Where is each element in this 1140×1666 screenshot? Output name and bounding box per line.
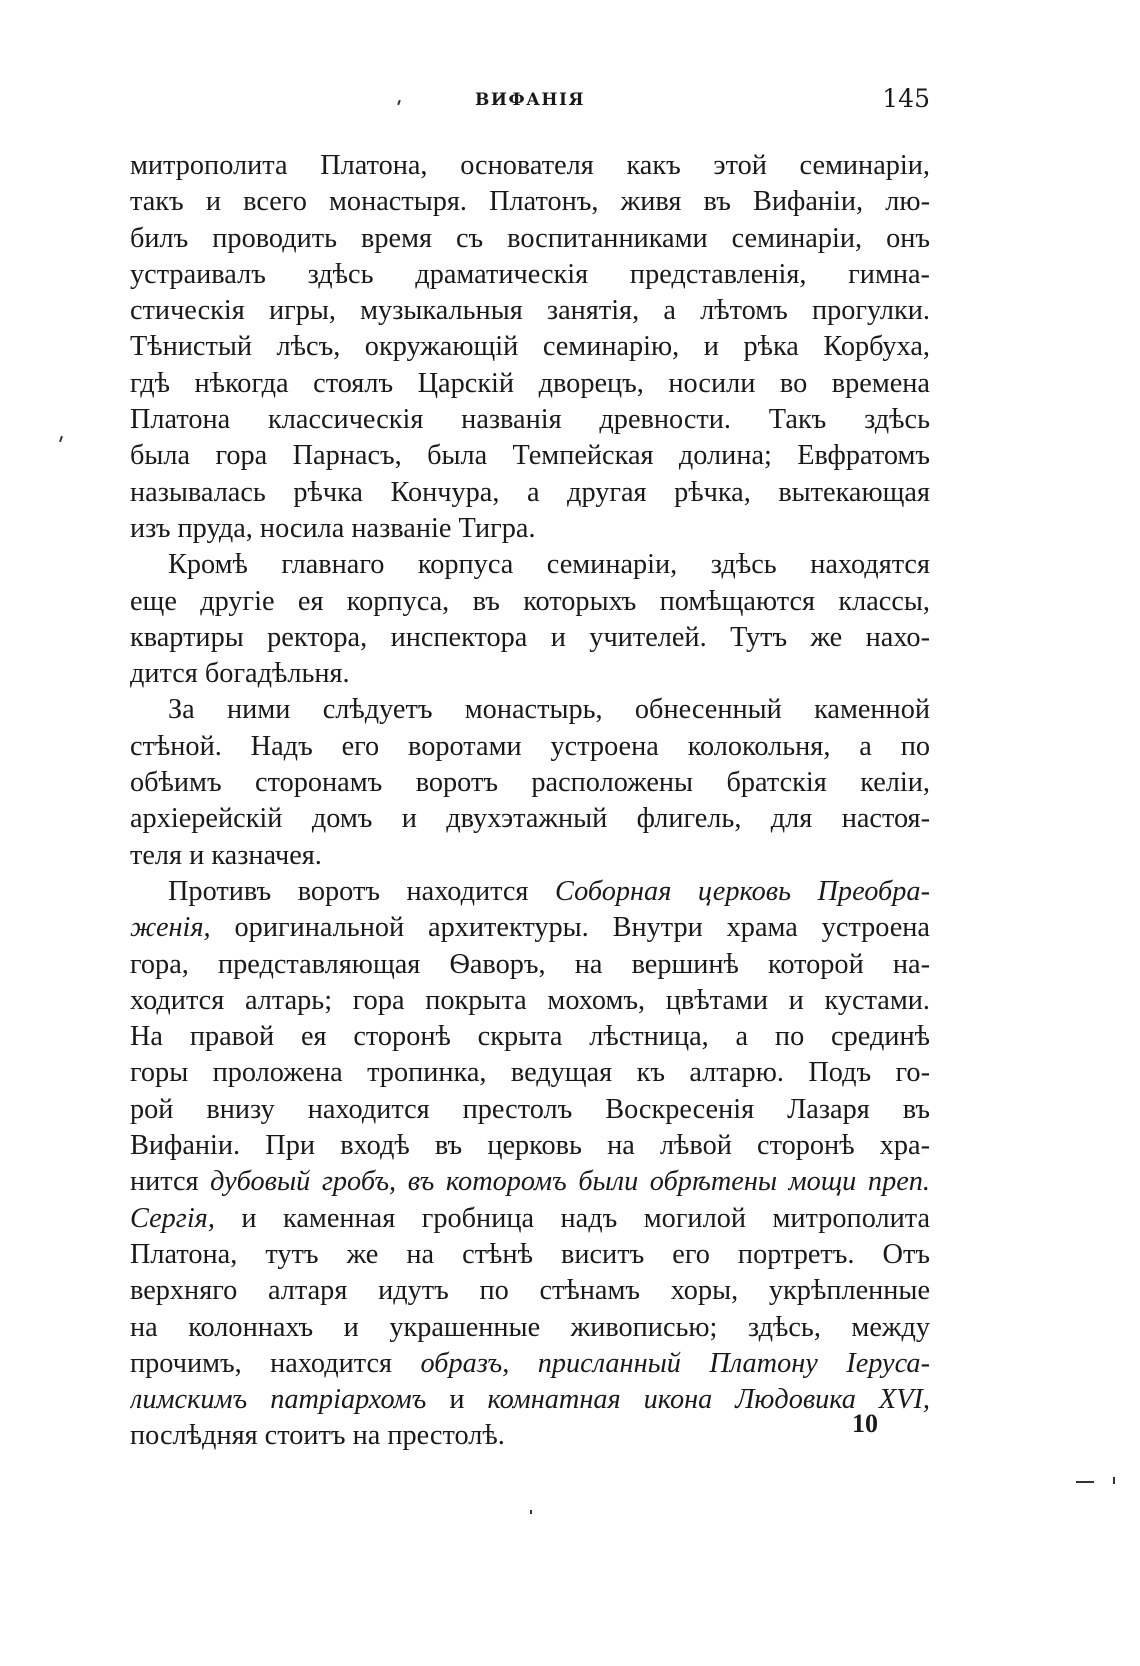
- text-line: на колоннахъ и украшенные живописью; здѣсь, между: [130, 1311, 930, 1343]
- text-line: гора, представляющая Ѳаворъ, на вершинѣ которой на-: [130, 948, 930, 980]
- italic-run: дубовый гробъ, въ которомъ были обрѣтены мощи преп.: [210, 1166, 930, 1198]
- print-speck: [1076, 1481, 1094, 1483]
- body-text: [130, 148, 930, 1455]
- text-line: билъ проводить время съ воспитанниками семинаріи, онъ: [130, 222, 930, 254]
- print-speck: [1113, 1477, 1115, 1484]
- text-line: ходится алтарь; гора покрыта мохомъ, цвѣтами и кустами.: [130, 984, 930, 1016]
- text-line: изъ пруда, носила названіе Тигра.: [130, 512, 536, 544]
- text-run: оригинальной архитектуры. Внутри храма устроена: [210, 912, 930, 944]
- text-line: Вифаніи. При входѣ въ церковь на лѣвой сторонѣ хра-: [130, 1130, 930, 1162]
- text-line: На правой ея сторонѣ скрыта лѣстница, а по срединѣ: [130, 1021, 930, 1053]
- italic-run: женія,: [130, 912, 211, 944]
- italic-run: комнатная икона Людовика XVI,: [487, 1384, 930, 1416]
- italic-run: Соборная церковь Преобра-: [555, 875, 930, 907]
- text-line: Кромѣ главнаго корпуса семинаріи, здѣсь находятся: [168, 549, 930, 581]
- text-line: верхняго алтаря идутъ по стѣнамъ хоры, укрѣпленные: [130, 1275, 930, 1307]
- page-number: 145: [882, 84, 930, 113]
- text-line: квартиры ректора, инспектора и учителей. Тутъ же нахо-: [130, 621, 930, 653]
- text-line: [130, 910, 930, 946]
- italic-run: лимскимъ патріархомъ: [130, 1384, 427, 1416]
- text-line: митрополита Платона, основателя какъ этой семинаріи,: [130, 150, 930, 181]
- text-line: устраивалъ здѣсь драматическія представленія, гимна-: [130, 258, 930, 290]
- print-speck: [59, 436, 63, 442]
- text-line: гдѣ нѣкогда стоялъ Царскій дворецъ, носили во времена: [130, 367, 930, 399]
- text-line: За ними слѣдуетъ монастырь, обнесенный каменной: [168, 694, 930, 726]
- text-line: Платона классическія названія древности. Такъ здѣсь: [130, 404, 930, 436]
- text-line: [130, 1164, 930, 1200]
- running-title: ВИФАНІЯ: [475, 90, 585, 110]
- text-line: стѣной. Надъ его воротами устроена колокольня, а по: [130, 730, 930, 762]
- text-line: дится богадѣльня.: [130, 658, 350, 690]
- text-line: [130, 1382, 930, 1418]
- text-line: еще другіе ея корпуса, въ которыхъ помѣщаются классы,: [130, 585, 930, 617]
- text-line: архіерейскій домъ и двухэтажный флигель, для настоя-: [130, 803, 930, 835]
- text-line: стическія игры, музыкальныя занятія, а лѣтомъ прогулки.: [130, 295, 930, 327]
- text-run: и каменная гробница надъ могилой митрополита: [214, 1202, 930, 1234]
- text-line: [130, 874, 930, 910]
- italic-run: образъ, присланный Платону Іеруса-: [420, 1347, 930, 1379]
- text-line: такъ и всего монастыря. Платонъ, живя въ Вифаніи, лю-: [130, 186, 930, 218]
- print-speck: [530, 1510, 532, 1514]
- page-header: [130, 84, 930, 120]
- text-line: Платона, тутъ же на стѣнѣ виситъ его портретъ. Отъ: [130, 1238, 930, 1270]
- text-run: Противъ воротъ находится: [168, 875, 556, 907]
- italic-run: Сергія,: [130, 1202, 215, 1234]
- text-line: горы проложена тропинка, ведущая къ алтарю. Подъ го-: [130, 1057, 930, 1089]
- text-run: нится: [130, 1166, 211, 1198]
- text-line: теля и казначея.: [130, 839, 322, 871]
- text-line: послѣдняя стоитъ на престолѣ.: [130, 1420, 505, 1452]
- text-line: [130, 1201, 930, 1237]
- text-run: прочимъ, находится: [130, 1347, 421, 1379]
- text-line: была гора Парнасъ, была Темпейская долина; Евфратомъ: [130, 440, 930, 472]
- text-run: и: [426, 1384, 488, 1416]
- text-line: обѣимъ сторонамъ воротъ расположены братскія келіи,: [130, 767, 930, 799]
- text-line: называлась рѣчка Кончура, а другая рѣчка, вытекающая: [130, 476, 930, 508]
- text-line: Тѣнистый лѣсъ, окружающій семинарію, и рѣка Корбуха,: [130, 331, 930, 363]
- text-line: рой внизу находится престолъ Воскресенія Лазаря въ: [130, 1093, 930, 1125]
- text-line: [130, 1346, 930, 1382]
- signature-mark: 10: [852, 1409, 878, 1438]
